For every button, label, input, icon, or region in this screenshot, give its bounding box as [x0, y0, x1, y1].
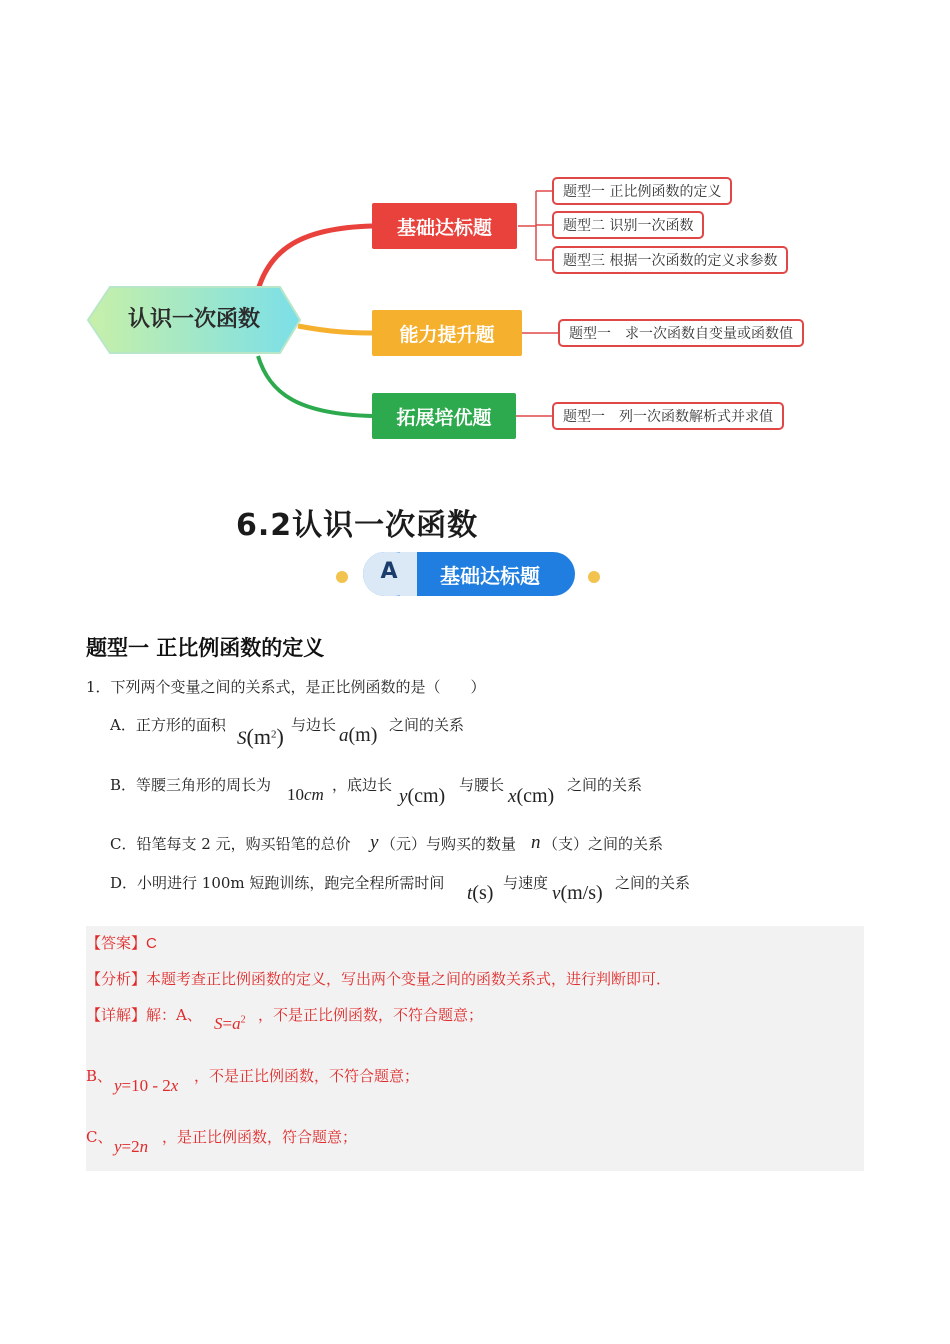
option-b-text-3: 与腰长: [459, 776, 505, 794]
option-a[interactable]: A．正方形的面积: [110, 716, 226, 734]
branch-curve-green: [258, 356, 372, 416]
option-b-text-4: 之间的关系: [567, 776, 643, 794]
answer-tag: 【答案】: [86, 934, 147, 952]
detail-line-a: [86, 1004, 202, 1025]
leaf-extend-1[interactable]: 题型一 列一次函数解析式并求值: [552, 402, 784, 430]
leaf-basic-1[interactable]: 题型一 正比例函数的定义: [552, 177, 732, 205]
analysis-tag: 【分析】: [86, 970, 147, 988]
question-text: 下列两个变量之间的关系式，是正比例函数的是（ ）: [110, 678, 486, 696]
option-c-formula-2: n: [531, 832, 541, 853]
detail-b-formula: y=10 - 2x: [114, 1076, 179, 1095]
banner-label: 基础达标题: [440, 564, 540, 588]
option-d-formula-2: v(m/s): [552, 882, 603, 904]
banner-letter: A: [380, 559, 398, 584]
leaf-improve-1[interactable]: 题型一 求一次函数自变量或函数值: [558, 319, 804, 347]
option-d-text-3: 之间的关系: [615, 874, 691, 892]
option-a-formula-1: $S(m^2)$: [237, 724, 284, 749]
option-d[interactable]: D．小明进行 100m 短跑训练，跑完全程所需时间: [110, 874, 445, 892]
detail-a-text: ，不是正比例函数，不符合题意；: [258, 1006, 484, 1024]
answer-line: [86, 932, 157, 953]
answer-value: C: [146, 935, 157, 952]
option-c-formula-1: y: [370, 832, 379, 853]
banner-dot-left: [336, 571, 348, 583]
option-a-text-2: 与边长: [291, 716, 337, 734]
option-a-formula-2: a(m): [339, 724, 378, 746]
option-d-text-2: 与速度: [503, 874, 549, 892]
detail-c-text: ，是正比例函数，符合题意；: [162, 1128, 358, 1146]
option-b-formula-2: y(cm): [399, 785, 446, 807]
option-a-text-3: 之间的关系: [389, 716, 465, 734]
detail-tag: 【详解】: [86, 1006, 147, 1024]
detail-c-formula: y=2n: [114, 1137, 149, 1156]
branch-curve-red: [258, 226, 372, 290]
branch-node-improve[interactable]: 能力提升题: [372, 310, 522, 356]
detail-a-formula: $S=a^2$: [214, 1014, 246, 1033]
option-c[interactable]: C．铅笔每支 2 元，购买铅笔的总价: [110, 835, 351, 853]
detail-b-key: B、: [86, 1067, 113, 1085]
analysis-line: [86, 968, 671, 989]
analysis-text: 本题考查正比例函数的定义，写出两个变量之间的函数关系式，进行判断即可．: [146, 970, 672, 988]
leaf-basic-3[interactable]: 题型三 根据一次函数的定义求参数: [552, 246, 788, 274]
question-number: 1．: [86, 678, 111, 696]
option-b-text-2: ，底边长: [332, 776, 393, 794]
page-title: 6.2认识一次函数: [236, 508, 479, 543]
branch-node-basic[interactable]: 基础达标题: [372, 203, 517, 249]
detail-c-key: C、: [86, 1128, 113, 1146]
question-stem: [86, 676, 486, 697]
option-b-formula-1: 10cm: [287, 785, 324, 804]
option-d-formula-1: t(s): [467, 882, 494, 904]
option-c-text-3: （支）之间的关系: [543, 835, 664, 853]
detail-b-text: ，不是正比例函数，不符合题意；: [194, 1067, 420, 1085]
mindmap-root-label: 认识一次函数: [127, 307, 260, 332]
leaf-bracket-red: [518, 191, 552, 260]
detail-intro: 解：A、: [146, 1006, 202, 1024]
option-c-text-2: （元）与购买的数量: [381, 835, 517, 853]
branch-curve-yellow: [298, 326, 372, 333]
leaf-basic-2[interactable]: 题型二 识别一次函数: [552, 211, 704, 239]
option-b[interactable]: B．等腰三角形的周长为: [110, 776, 272, 794]
section-heading: 题型一 正比例函数的定义: [86, 636, 325, 660]
branch-node-extend[interactable]: 拓展培优题: [372, 393, 516, 439]
option-b-formula-3: x(cm): [508, 785, 555, 807]
